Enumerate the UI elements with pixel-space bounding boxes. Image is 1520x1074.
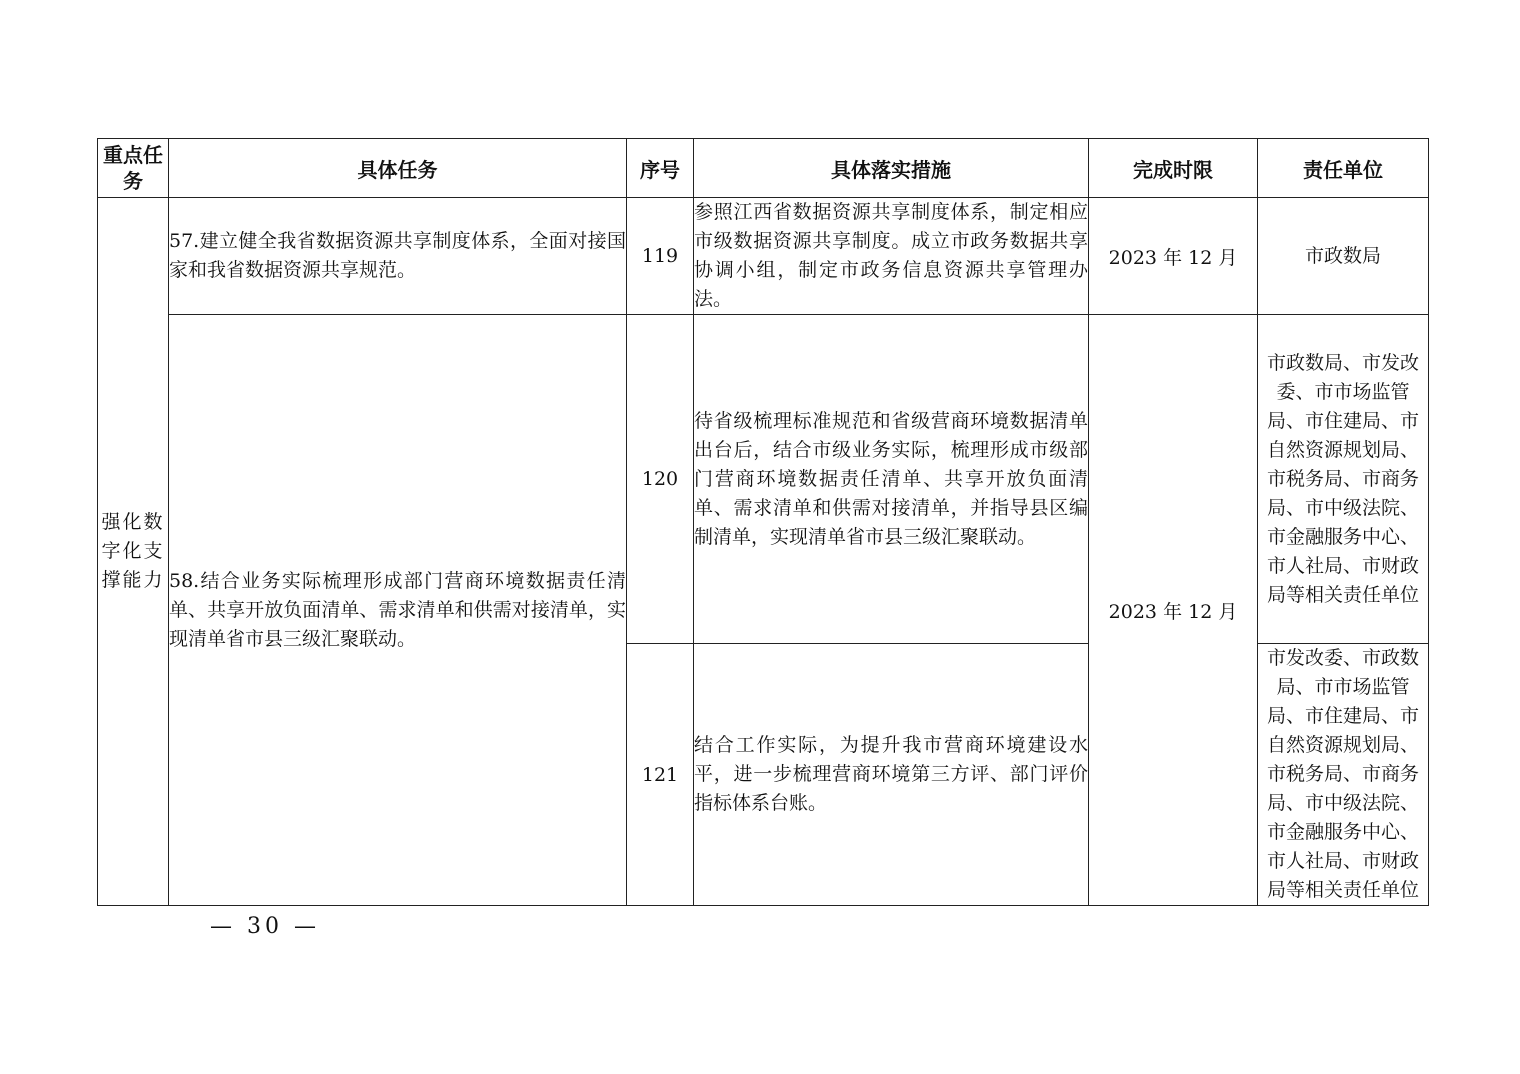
table-row <box>98 315 1429 644</box>
header-key-task: 重点任务 <box>98 139 169 198</box>
responsible-cell: 市政数局、市发改委、市市场监管局、市住建局、市自然资源规划局、市税务局、市商务局、市中级法院、市金融服务中心、市人社局、市财政局等相关责任单位 <box>1258 315 1429 644</box>
deadline-cell: 2023 年 12 月 <box>1089 198 1258 315</box>
page-number: — 30 — <box>210 914 320 939</box>
task-cell: 58.结合业务实际梳理形成部门营商环境数据责任清单、共享开放负面清单、需求清单和供需对接清单，实现清单省市县三级汇聚联动。 <box>169 315 627 906</box>
header-responsible: 责任单位 <box>1258 139 1429 198</box>
responsible-cell: 市发改委、市政数局、市市场监管局、市住建局、市自然资源规划局、市税务局、市商务局、市中级法院、市金融服务中心、市人社局、市财政局等相关责任单位 <box>1258 644 1429 906</box>
measure-cell: 结合工作实际，为提升我市营商环境建设水平，进一步梳理营商环境第三方评、部门评价指标体系台账。 <box>694 644 1089 906</box>
category-cell: 强化数字化支撑能力 <box>98 198 169 906</box>
header-measures: 具体落实措施 <box>694 139 1089 198</box>
header-serial: 序号 <box>627 139 694 198</box>
responsible-cell: 市政数局 <box>1258 198 1429 315</box>
task-cell: 57.建立健全我省数据资源共享制度体系，全面对接国家和我省数据资源共享规范。 <box>169 198 627 315</box>
measure-cell: 待省级梳理标准规范和省级营商环境数据清单出台后，结合市级业务实际，梳理形成市级部门营商环境数据责任清单、共享开放负面清单、需求清单和供需对接清单，并指导县区编制清单，实现清单省市县三级汇聚联动。 <box>694 315 1089 644</box>
task-table <box>97 138 1429 906</box>
header-deadline: 完成时限 <box>1089 139 1258 198</box>
table-header-row <box>98 139 1429 198</box>
measure-cell: 参照江西省数据资源共享制度体系，制定相应市级数据资源共享制度。成立市政务数据共享协调小组，制定市政务信息资源共享管理办法。 <box>694 198 1089 315</box>
serial-cell: 121 <box>627 644 694 906</box>
serial-cell: 119 <box>627 198 694 315</box>
deadline-cell: 2023 年 12 月 <box>1089 315 1258 906</box>
serial-cell: 120 <box>627 315 694 644</box>
header-specific-task: 具体任务 <box>169 139 627 198</box>
table-row <box>98 198 1429 315</box>
